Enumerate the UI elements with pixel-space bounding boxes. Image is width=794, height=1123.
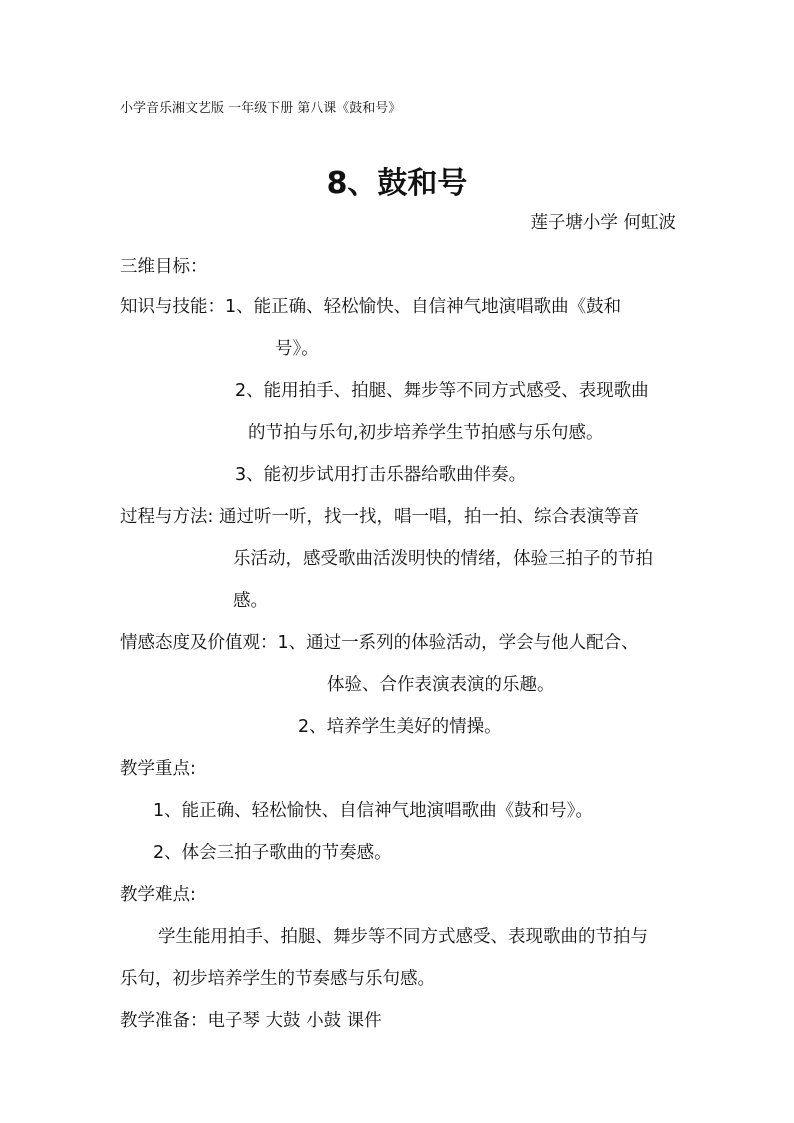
preparation-line: 教学准备：电子琴 大鼓 小鼓 课件: [120, 1011, 382, 1031]
process-line-1: 过程与方法: 通过听一听，找一找，唱一唱，拍一拍、综合表演等音: [120, 507, 639, 527]
knowledge-line-1: 知识与技能：1、能正确、轻松愉快、自信神气地演唱歌曲《鼓和: [120, 297, 622, 317]
emotion-line-3: 2、培养学生美好的情操。: [298, 717, 502, 737]
goals-heading: 三维目标：: [120, 257, 208, 277]
emotion-line-1: 情感态度及价值观：1、通过一系列的体验活动，学会与他人配合、: [120, 633, 639, 653]
process-line-2: 乐活动，感受歌曲活泼明快的情绪，体验三拍子的节拍: [233, 549, 653, 569]
difficulties-line-2: 乐句，初步培养学生的节奏感与乐句感。: [120, 969, 435, 989]
difficulties-heading: 教学难点:: [120, 885, 196, 905]
key-point-item-2: 2、体会三拍子歌曲的节奏感。: [153, 843, 392, 863]
key-points-heading: 教学重点:: [120, 759, 196, 779]
emotion-line-2: 体验、合作表演表演的乐趣。: [327, 675, 555, 695]
key-point-item-1: 1、能正确、轻松愉快、自信神气地演唱歌曲《鼓和号》。: [153, 801, 593, 821]
course-header: 小学音乐湘文艺版 一年级下册 第八课《鼓和号》: [120, 101, 402, 116]
author-line: 莲子塘小学 何虹波: [530, 213, 676, 233]
knowledge-line-4: 的节拍与乐句,初步培养学生节拍感与乐句感。: [248, 423, 604, 443]
process-line-3: 感。: [233, 591, 268, 611]
difficulties-line-1: 学生能用拍手、拍腿、舞步等不同方式感受、表现歌曲的节拍与: [158, 927, 648, 947]
knowledge-line-3: 2、能用拍手、拍腿、舞步等不同方式感受、表现歌曲: [235, 381, 649, 401]
knowledge-line-5: 3、能初步试用打击乐器给歌曲伴奏。: [235, 465, 527, 485]
knowledge-line-2: 号》。: [275, 339, 319, 359]
page-title: 8、鼓和号: [326, 166, 468, 201]
